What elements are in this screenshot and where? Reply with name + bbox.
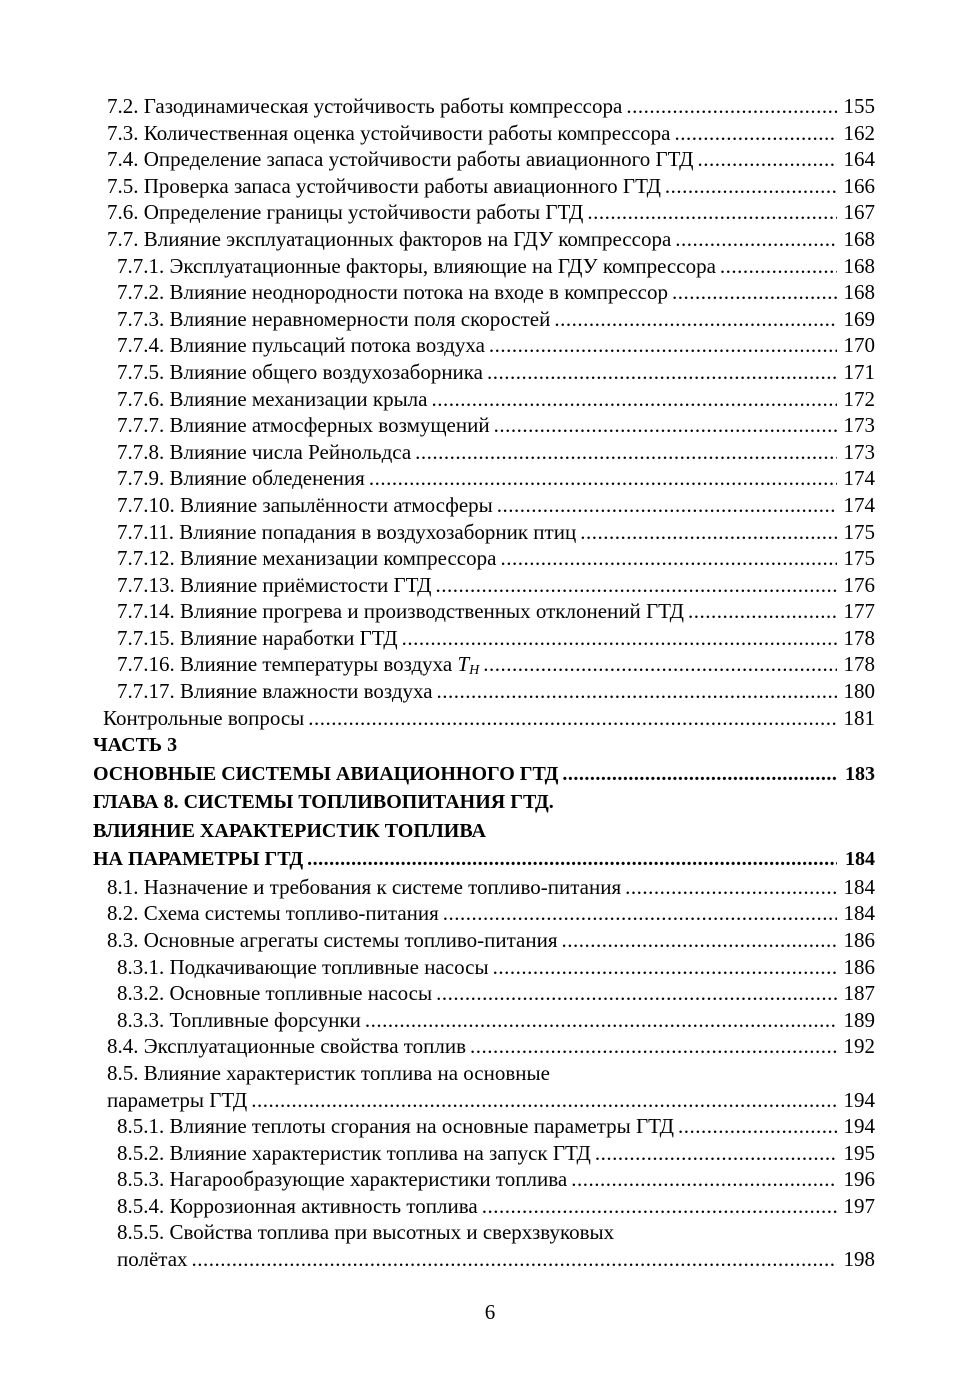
toc-entry-page: 167 — [843, 200, 875, 225]
toc-entry-7-7-7[interactable] — [0, 412, 875, 439]
toc-entry-title: 8.2. Схема системы топливо-питания — [107, 901, 439, 926]
toc-entry-8-5-4[interactable] — [0, 1193, 875, 1220]
toc-entry-page: 198 — [843, 1247, 875, 1272]
toc-entry-7-6[interactable] — [0, 199, 875, 226]
toc-entry-page: 168 — [843, 253, 875, 278]
toc-entry-page: 178 — [843, 625, 875, 650]
leader-dots — [489, 332, 837, 359]
toc-entry-page: 173 — [843, 413, 875, 438]
toc-entry-7-5[interactable] — [0, 173, 875, 200]
toc-entry-title: ОСНОВНЫЕ СИСТЕМЫ АВИАЦИОННОГО ГТД — [93, 762, 559, 785]
toc-entry-title: 7.3. Количественная оценка устойчивости работы компрессора — [107, 120, 671, 145]
toc-entry-7-7-14[interactable] — [0, 598, 875, 625]
toc-entry-page: 166 — [843, 173, 875, 198]
toc-entry-page: 194 — [843, 1087, 875, 1112]
toc-entry-title: НА ПАРАМЕТРЫ ГТД — [93, 848, 304, 871]
toc-entry-title: ЧАСТЬ 3 — [93, 734, 178, 757]
leader-dots — [665, 173, 837, 200]
toc-entry-title: 7.7. Влияние эксплуатационных факторов на ГДУ компрессора — [107, 226, 672, 251]
toc-entry-page: 172 — [843, 386, 875, 411]
toc-entry-title: 7.7.4. Влияние пульсаций потока воздуха — [117, 333, 485, 358]
toc-chapter-heading-line-3[interactable] — [0, 845, 875, 874]
toc-entry-page: 195 — [843, 1140, 875, 1165]
toc-entry-7-7[interactable] — [0, 226, 875, 253]
toc-entry-8-2[interactable] — [0, 900, 875, 927]
leader-dots — [571, 1166, 837, 1193]
toc-entry-page: 192 — [843, 1034, 875, 1059]
toc-entry-7-7-10[interactable] — [0, 492, 875, 519]
toc-entry-7-7-3[interactable] — [0, 306, 875, 333]
leader-dots — [595, 1140, 837, 1167]
toc-entry-title: ВЛИЯНИЕ ХАРАКТЕРИСТИК ТОПЛИВА — [93, 819, 486, 842]
toc-entry-page: 168 — [843, 226, 875, 251]
toc-chapter-heading-line-2[interactable] — [0, 817, 875, 846]
toc-entry-7-7-16[interactable] — [0, 651, 875, 678]
toc-entry-page: 174 — [843, 492, 875, 517]
toc-entry-7-7-1[interactable] — [0, 253, 875, 280]
toc-entry-title: 7.7.2. Влияние неоднородности потока на входе в компрессор — [117, 280, 668, 305]
toc-entry-title: 7.6. Определение границы устойчивости работы ГТД — [107, 200, 584, 225]
toc-entry-8-5-1[interactable] — [0, 1113, 875, 1140]
leader-dots — [688, 598, 837, 625]
toc-entry-7-3[interactable] — [0, 120, 875, 147]
toc-entry-title: полётах — [117, 1247, 188, 1272]
toc-entry-7-7-9[interactable] — [0, 465, 875, 492]
page-number: 6 — [484, 1300, 496, 1324]
toc-entry-7-2[interactable] — [0, 93, 875, 120]
toc-entry-8-3-3[interactable] — [0, 1007, 875, 1034]
toc-entry-page: 184 — [843, 901, 875, 926]
toc-entry-7-4[interactable] — [0, 146, 875, 173]
toc-entry-page: 176 — [843, 572, 875, 597]
toc-entry-page: 196 — [843, 1167, 875, 1192]
leader-dots — [580, 519, 837, 546]
toc-entry-title: 8.5.3. Нагарообразующие характеристики топлива — [117, 1167, 568, 1192]
leader-dots — [482, 1193, 837, 1220]
leader-dots — [365, 1007, 837, 1034]
toc-entry-page: 168 — [843, 280, 875, 305]
toc-entry-7-7-5[interactable] — [0, 359, 875, 386]
toc-entry-title: 8.5.4. Коррозионная активность топлива — [117, 1193, 478, 1218]
toc-entry-7-7-15[interactable] — [0, 625, 875, 652]
leader-dots — [562, 927, 837, 954]
leader-dots — [435, 572, 837, 599]
toc-entry-page: 186 — [843, 954, 875, 979]
toc-entry-7-7-4[interactable] — [0, 332, 875, 359]
toc-entry-title: 7.7.7. Влияние атмосферных возмущений — [117, 413, 490, 438]
toc-entry-page: 183 — [845, 762, 875, 785]
leader-dots — [678, 1113, 837, 1140]
toc-entry-title: 7.7.12. Влияние механизации компрессора — [117, 546, 497, 571]
toc-entry-title: параметры ГТД — [107, 1087, 248, 1112]
toc-entry-title: 7.7.3. Влияние неравномерности поля скоростей — [117, 306, 551, 331]
toc-entry-title: 7.7.11. Влияние попадания в воздухозаборник птиц — [117, 519, 577, 544]
toc-entry-title: 8.3.2. Основные топливные насосы — [117, 981, 433, 1006]
toc-entry-page: 155 — [843, 94, 875, 118]
toc-entry-7-7-2[interactable] — [0, 279, 875, 306]
leader-dots — [562, 760, 837, 789]
toc-entry-8-4[interactable] — [0, 1033, 875, 1060]
leader-dots — [493, 954, 837, 981]
temperature-symbol: T — [457, 652, 470, 677]
toc-entry-page: 197 — [843, 1193, 875, 1218]
toc-entry-page: 170 — [843, 333, 875, 358]
leader-dots — [554, 306, 837, 333]
toc-entry-title: ГЛАВА 8. СИСТЕМЫ ТОПЛИВОПИТАНИЯ ГТД. — [93, 791, 554, 814]
leader-dots — [470, 1033, 837, 1060]
toc-entry-8-3-2[interactable] — [0, 980, 875, 1007]
toc-entry-8-3[interactable] — [0, 927, 875, 954]
leader-dots — [251, 1087, 837, 1114]
toc-entry-title: 8.4. Эксплуатационные свойства топлив — [107, 1034, 467, 1059]
toc-entry-8-1[interactable] — [0, 874, 875, 901]
leader-dots — [626, 93, 837, 120]
leader-dots — [443, 900, 837, 927]
toc-entry-title: 7.7.9. Влияние обледенения — [117, 466, 365, 491]
leader-dots — [402, 625, 837, 652]
toc-entry-7-7-11[interactable] — [0, 519, 875, 546]
leader-dots — [307, 845, 837, 874]
toc-entry-title: 8.3.3. Топливные форсунки — [117, 1007, 361, 1032]
toc-entry-title: 7.7.1. Эксплуатационные факторы, влияющие на ГДУ компрессора — [117, 253, 716, 278]
leader-dots — [483, 651, 837, 678]
leader-dots — [437, 678, 837, 705]
toc-entry-8-5-3[interactable] — [0, 1166, 875, 1193]
toc-entry-title: 8.5.2. Влияние характеристик топлива на запуск ГТД — [117, 1140, 591, 1165]
toc-entry-title: 7.7.10. Влияние запылённости атмосферы — [117, 492, 493, 517]
toc-entry-title: 7.7.15. Влияние наработки ГТД — [117, 625, 398, 650]
toc-entry-title: 8.3.1. Подкачивающие топливные насосы — [117, 954, 489, 979]
toc-entry-8-5-2[interactable] — [0, 1140, 875, 1167]
toc-entry-title: 7.7.5. Влияние общего воздухозаборника — [117, 359, 484, 384]
leader-dots — [675, 120, 837, 147]
leader-dots — [369, 465, 837, 492]
toc-entry-8-5-line-1[interactable] — [0, 1060, 875, 1087]
toc-entry-title: 7.7.13. Влияние приёмистости ГТД — [117, 572, 432, 597]
toc-entry-page: 187 — [843, 981, 875, 1006]
toc-entry-7-7-12[interactable] — [0, 545, 875, 572]
leader-dots — [192, 1246, 837, 1273]
toc-entry-page: 178 — [843, 652, 875, 677]
leader-dots — [500, 545, 837, 572]
toc-entry-8-5-5-line-1[interactable] — [0, 1219, 875, 1246]
toc-entry-page: 180 — [843, 679, 875, 704]
toc-entry-page: 162 — [843, 120, 875, 145]
toc-entry-page: 186 — [843, 927, 875, 952]
leader-dots — [625, 874, 837, 901]
toc-entry-page: 173 — [843, 439, 875, 464]
toc-entry-title: 8.5.5. Свойства топлива при высотных и сверхзвуковых — [117, 1220, 615, 1245]
leader-dots — [675, 226, 837, 253]
toc-entry-page: 169 — [843, 306, 875, 331]
leader-dots — [697, 146, 837, 173]
toc-entry-title: 7.7.14. Влияние прогрева и производственных отклонений ГТД — [117, 599, 684, 624]
leader-dots — [497, 492, 837, 519]
toc-entry-8-5-5-line-2[interactable] — [0, 1246, 875, 1273]
toc-chapter-heading-line-1[interactable] — [0, 788, 875, 817]
toc-entry-title: 7.7.17. Влияние влажности воздуха — [117, 679, 433, 704]
toc-entry-title: 7.7.8. Влияние числа Рейнольдса — [117, 439, 412, 464]
leader-dots — [720, 253, 837, 280]
toc-entry-page: 189 — [843, 1007, 875, 1032]
toc-entry-7-7-17[interactable] — [0, 678, 875, 705]
leader-dots — [415, 439, 837, 466]
toc-entry-page: 194 — [843, 1114, 875, 1139]
toc-entry-7-7-6[interactable] — [0, 386, 875, 413]
toc-entry-page: 171 — [843, 359, 875, 384]
leader-dots — [487, 359, 837, 386]
toc-entry-8-5-line-2[interactable] — [0, 1087, 875, 1114]
toc-entry-title: 7.5. Проверка запаса устойчивости работы авиационного ГТД — [107, 173, 661, 198]
toc-entry-title: 8.5. Влияние характеристик топлива на основные — [107, 1060, 550, 1085]
leader-dots — [672, 279, 837, 306]
toc-entry-title: 7.4. Определение запаса устойчивости работы авиационного ГТД — [107, 147, 694, 172]
toc-entry-page: 164 — [843, 147, 875, 172]
toc-entry-title: Контрольные вопросы — [103, 705, 305, 730]
leader-dots — [431, 386, 837, 413]
toc-entry-page: 184 — [845, 848, 875, 871]
toc-entry-page: 177 — [843, 599, 875, 624]
toc-entry-page: 175 — [843, 546, 875, 571]
toc-part-title[interactable] — [0, 760, 875, 789]
leader-dots — [308, 705, 837, 732]
toc-entry-7-7-13[interactable] — [0, 572, 875, 599]
toc-entry-page: 174 — [843, 466, 875, 491]
toc-entry-8-3-1[interactable] — [0, 954, 875, 981]
leader-dots — [436, 980, 837, 1007]
toc-entry-title: 8.3. Основные агрегаты системы топливо-питания — [107, 927, 558, 952]
leader-dots — [587, 199, 837, 226]
table-of-contents — [0, 93, 980, 1273]
toc-entry-page: 184 — [843, 874, 875, 899]
toc-entry-title: 8.5.1. Влияние теплоты сгорания на основные параметры ГТД — [117, 1114, 675, 1139]
toc-entry-page: 181 — [843, 705, 875, 730]
temperature-subscript: H — [469, 663, 480, 679]
leader-dots — [494, 412, 837, 439]
toc-entry-7-7-8[interactable] — [0, 439, 875, 466]
toc-entry-title: 7.2. Газодинамическая устойчивость работы компрессора — [107, 94, 623, 118]
toc-entry-review-questions[interactable] — [0, 705, 875, 732]
toc-part-heading[interactable] — [0, 731, 875, 760]
toc-entry-title: 7.7.6. Влияние механизации крыла — [117, 386, 428, 411]
toc-entry-title: 8.1. Назначение и требования к системе топливо-питания — [107, 874, 622, 899]
toc-entry-title-text: 7.7.16. Влияние температуры воздуха — [117, 652, 453, 677]
toc-entry-page: 175 — [843, 519, 875, 544]
